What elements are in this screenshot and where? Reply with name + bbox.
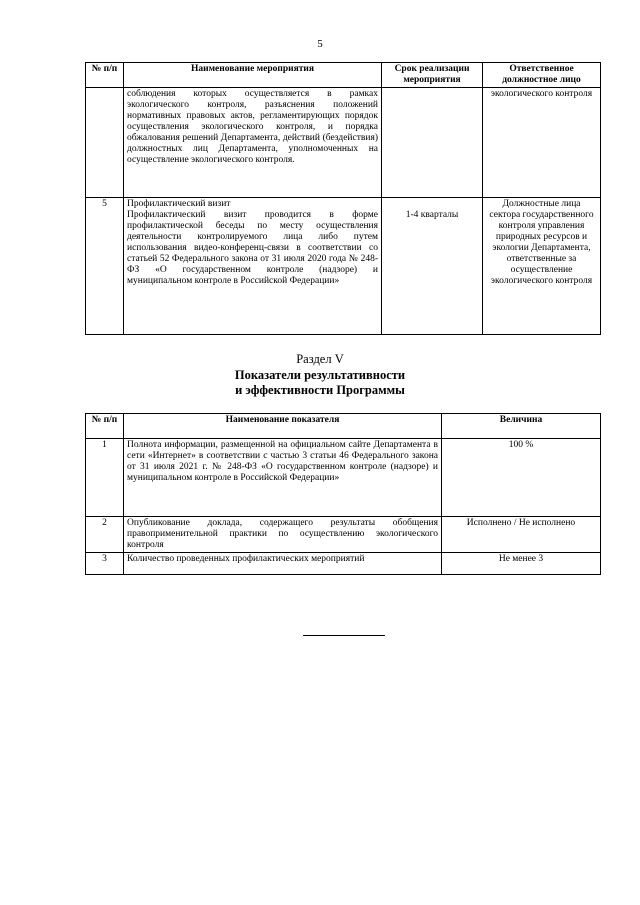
table-row [86,439,601,517]
row-value: Исполнено / Не исполнено [442,517,601,553]
section-title-line1: Показатели результативности [234,368,406,382]
header-term: Срок реализации мероприятия [382,63,483,88]
header-value: Величина [442,414,601,439]
end-divider-line [303,635,385,636]
measure-title: Профилактический визит [127,199,231,209]
header-measure-name: Наименование мероприятия [124,63,382,88]
measures-table [85,62,601,335]
indicators-table [85,413,601,575]
page-number: 5 [317,38,323,50]
row-num: 1 [86,439,124,517]
table-row [86,517,601,553]
header-num: № п/п [86,414,124,439]
section-title-line2: и эффективности Программы [235,383,405,397]
row-indicator-name: Полнота информации, размещенной на официальном сайте Департамента в сети «Интернет» в соответствии с частью 3 статьи 46 Федерального закона от 31 июля 2021 г. № 248-ФЗ «О государственном контроле (надзоре) и муниципальном контроле в Российской Федерации» [124,439,442,517]
row-num: 2 [86,517,124,553]
row-value: Не менее 3 [442,553,601,575]
header-indicator-name: Наименование показателя [124,414,442,439]
row-num: 3 [86,553,124,575]
row-measure-name [124,198,382,335]
row-num: 5 [86,198,124,335]
row-responsible: экологического контроля [483,88,601,198]
row-indicator-name: Количество проведенных профилактических мероприятий [124,553,442,575]
header-num: № п/п [86,63,124,88]
row-term: 1-4 кварталы [382,198,483,335]
row-measure-name: соблюдения которых осуществляется в рамках экологического контроля, разъяснения положений нормативных правовых актов, регламентирующих порядок осуществления экологического контроля, и порядка обжалования решений Департамента, действий (бездействия) должностных лиц Департамента, уполномоченных на осуществление экологического контроля. [124,88,382,198]
table-row [86,198,601,335]
table-row [86,553,601,575]
row-term [382,88,483,198]
table-row [86,88,601,198]
section-label: Раздел V [296,352,344,366]
header-responsible: Ответственное должностное лицо [483,63,601,88]
row-indicator-name: Опубликование доклада, содержащего результаты обобщения правоприменительной практики по осуществлению экологического контроля [124,517,442,553]
measure-description: Профилактический визит проводится в форме профилактической беседы по месту осуществления деятельности контролируемого лица либо путем использования видео-конференц-связи в соответствии со статьей 52 Федерального закона от 31 июля 2020 года № 248-ФЗ «О государственном контроле (надзоре) и муниципальном контроле в Российской Федерации» [127,210,378,286]
row-num [86,88,124,198]
row-value: 100 % [442,439,601,517]
row-responsible: Должностные лица сектора государственного контроля управления природных ресурсов и экологии Департамента, ответственные за осуществление экологического контроля [483,198,601,335]
